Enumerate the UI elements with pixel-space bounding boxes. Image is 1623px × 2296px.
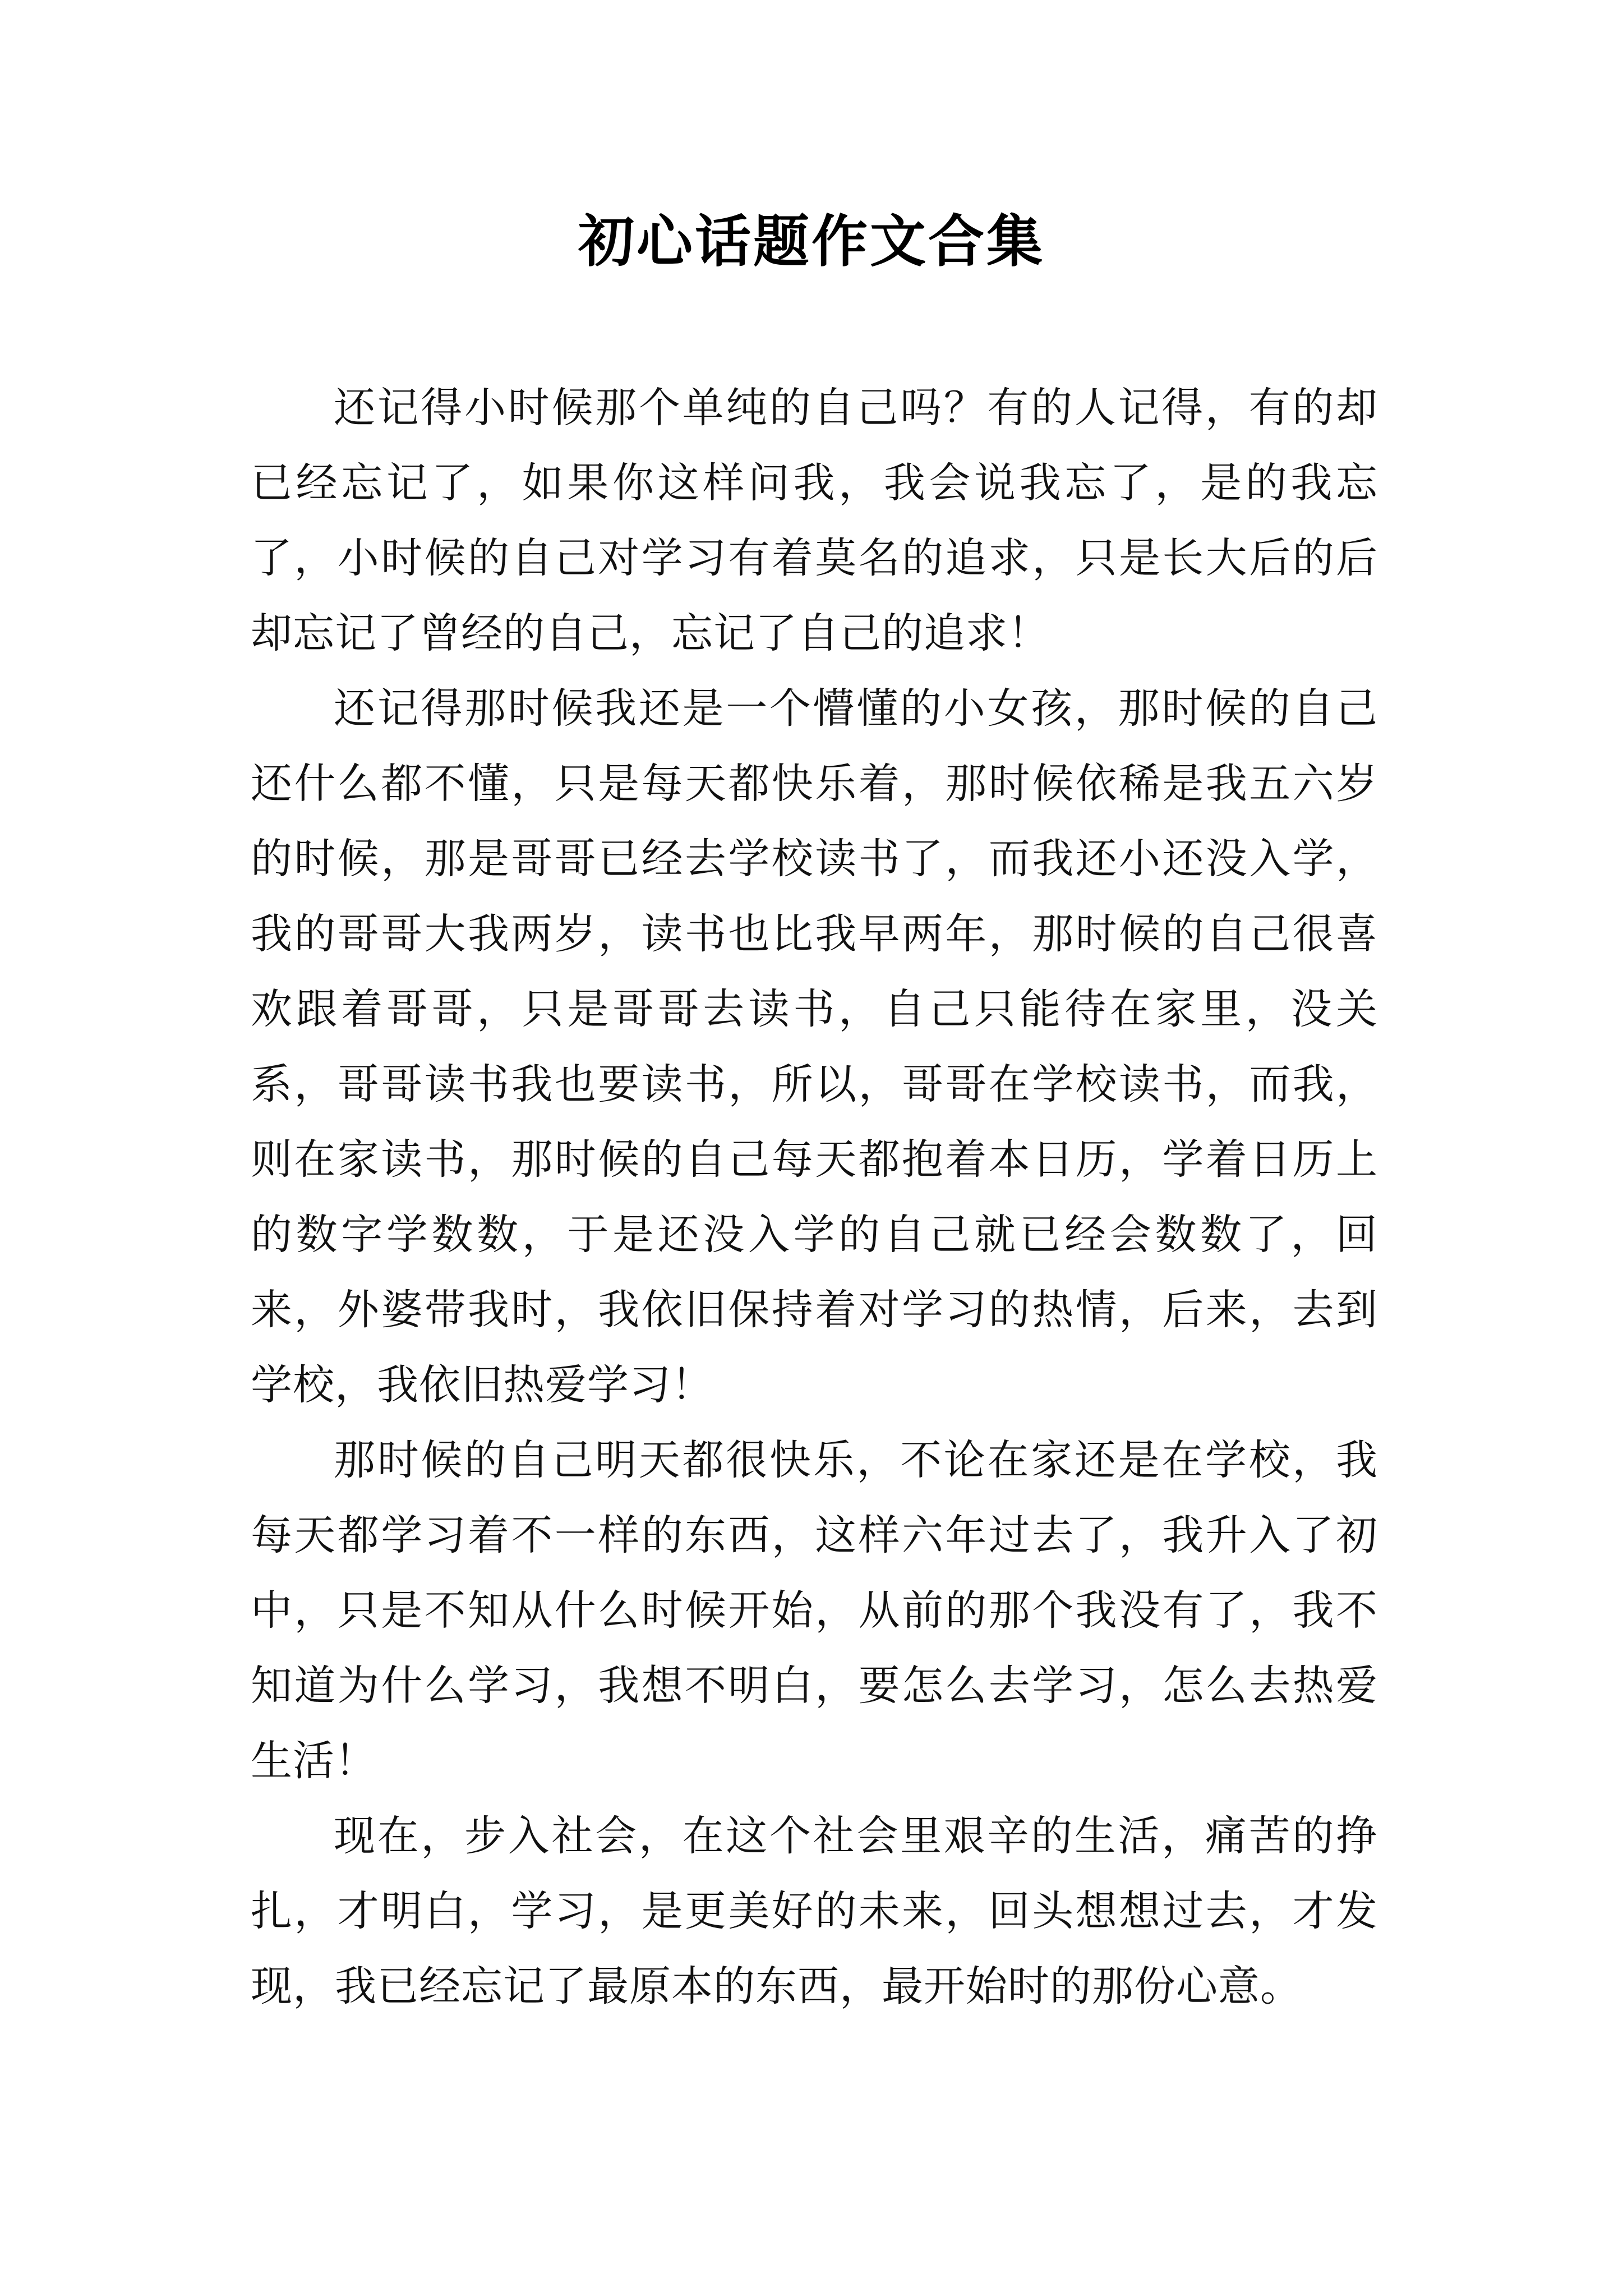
- body-paragraph: 还记得那时候我还是一个懵懂的小女孩，那时候的自己还什么都不懂，只是每天都快乐着，那时候依稀是我五六岁的时候，那是哥哥已经去学校读书了，而我还小还没入学，我的哥哥大我两岁，读书也比我早两年，那时候的自己很喜欢跟着哥哥，只是哥哥去读书，自己只能待在家里，没关系，哥哥读书我也要读书，所以，哥哥在学校读书，而我，则在家读书，那时候的自己每天都抱着本日历，学着日历上的数字学数数，于是还没入学的自己就已经会数数了，回来，外婆带我时，我依旧保持着对学习的热情，后来，去到学校，我依旧热爱学习！: [251, 684, 1378, 1409]
- body-paragraph: 那时候的自己明天都很快乐，不论在家还是在学校，我每天都学习着不一样的东西，这样六年过去了，我升入了初中，只是不知从什么时候开始，从前的那个我没有了，我不知道为什么学习，我想不明白，要怎么去学习，怎么去热爱生活！: [251, 1436, 1378, 1785]
- body-paragraph: 现在，步入社会，在这个社会里艰辛的生活，痛苦的挣扎，才明白，学习，是更美好的未来，回头想想过去，才发现，我已经忘记了最原本的东西，最开始时的那份心意。: [251, 1812, 1378, 2010]
- document-title: 初心话题作文合集: [578, 208, 1045, 274]
- document-body: [251, 370, 1378, 2024]
- body-paragraph: 还记得小时候那个单纯的自己吗？有的人记得，有的却已经忘记了，如果你这样问我，我会说我忘了，是的我忘了，小时候的自己对学习有着莫名的追求，只是长大后的后却忘记了曾经的自己，忘记了自己的追求！: [251, 384, 1378, 657]
